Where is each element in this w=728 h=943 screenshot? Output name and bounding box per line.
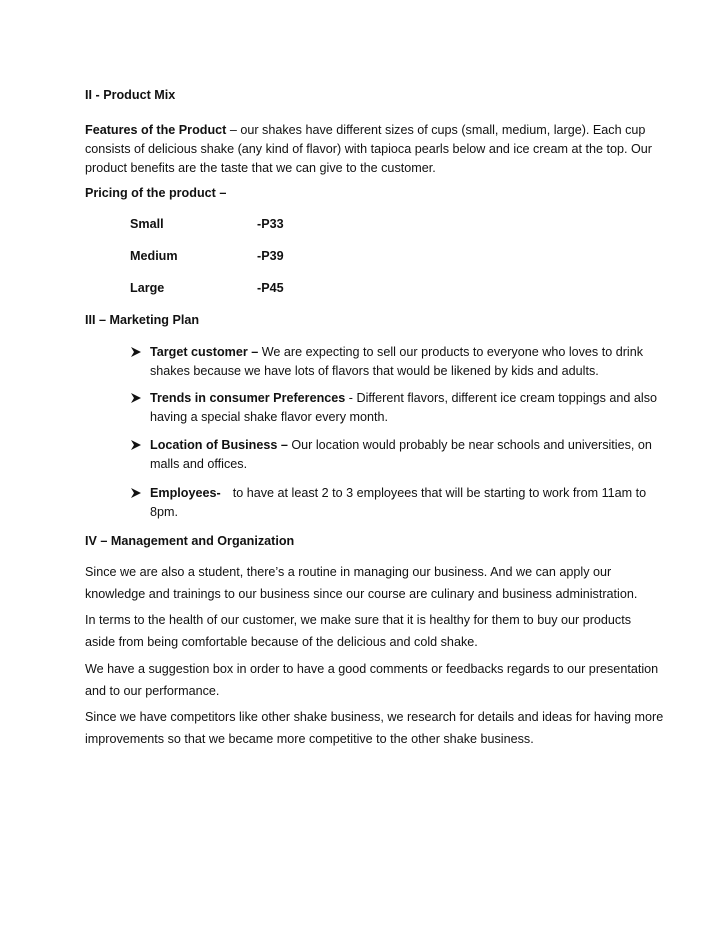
bullet-label: Location of Business – [150, 438, 288, 452]
price-value: -P39 [257, 249, 284, 263]
paragraph-line: improvements so that we became more competitive to the other shake business. [85, 732, 534, 746]
price-value: -P33 [257, 217, 284, 231]
paragraph-health [85, 609, 645, 653]
features-line-3: product benefits are the taste that we can give to the customer. [85, 161, 436, 175]
features-line-1: – our shakes have different sizes of cups (small, medium, large). Each cup [226, 123, 646, 137]
arrow-bullet-icon [130, 392, 142, 404]
price-size: Small [130, 217, 164, 231]
paragraph-competitors [85, 706, 664, 750]
arrow-bullet-icon [130, 439, 142, 451]
bullet-text-line-1: Our location would probably be near schools and universities, on [287, 438, 652, 452]
bullet-text-line-2: 8pm. [150, 505, 178, 519]
pricing-heading: Pricing of the product – [85, 186, 227, 200]
price-size: Medium [130, 249, 178, 263]
arrow-bullet-icon [130, 346, 142, 358]
paragraph-line: knowledge and trainings to our business since our course are culinary and business administration. [85, 587, 638, 601]
paragraph-line: In terms to the health of our customer, we make sure that it is healthy for them to buy our products [85, 613, 631, 627]
bullet-text-line-2: malls and offices. [150, 457, 248, 471]
paragraph-suggestion-box [85, 658, 659, 702]
section-heading-marketing-plan: III – Marketing Plan [85, 313, 200, 327]
paragraph-routine [85, 561, 645, 605]
price-size: Large [130, 281, 165, 295]
bullet-text-line-2: having a special shake flavor every month. [150, 410, 389, 424]
bullet-text-line-1: - Different flavors, different ice cream toppings and also [345, 391, 658, 405]
price-value: -P45 [257, 281, 284, 295]
paragraph-line: Since we have competitors like other shake business, we research for details and ideas for having more [85, 710, 664, 724]
bullet-label: Target customer – [150, 345, 259, 359]
price-row-medium [130, 247, 284, 266]
paragraph-line: We have a suggestion box in order to have a good comments or feedbacks regards to our presentation [85, 662, 659, 676]
price-row-large [130, 279, 284, 298]
bullet-text-line-2: shakes because we have lots of flavors that would be likened by kids and adults. [150, 364, 599, 378]
features-line-2: consists of delicious shake (any kind of flavor) with tapioca pearls below and ice cream at the top. Our [85, 142, 653, 156]
features-label: Features of the Product [85, 123, 227, 137]
paragraph-line: and to our performance. [85, 684, 220, 698]
arrow-bullet-icon [130, 487, 142, 499]
bullet-label: Trends in consumer Preferences [150, 391, 346, 405]
bullet-text-line-1: We are expecting to sell our products to everyone who loves to drink [258, 345, 644, 359]
bullet-label: Employees- [150, 486, 221, 500]
paragraph-line: aside from being comfortable because of the delicious and cold shake. [85, 635, 478, 649]
section-heading-management: IV – Management and Organization [85, 534, 295, 548]
section-heading-product-mix: II - Product Mix [85, 88, 176, 102]
price-row-small [130, 215, 284, 234]
features-paragraph [85, 121, 653, 178]
bullet-text-line-1: to have at least 2 to 3 employees that will be starting to work from 11am to [232, 486, 647, 500]
paragraph-line: Since we are also a student, there’s a routine in managing our business. And we can apply our [85, 565, 612, 579]
